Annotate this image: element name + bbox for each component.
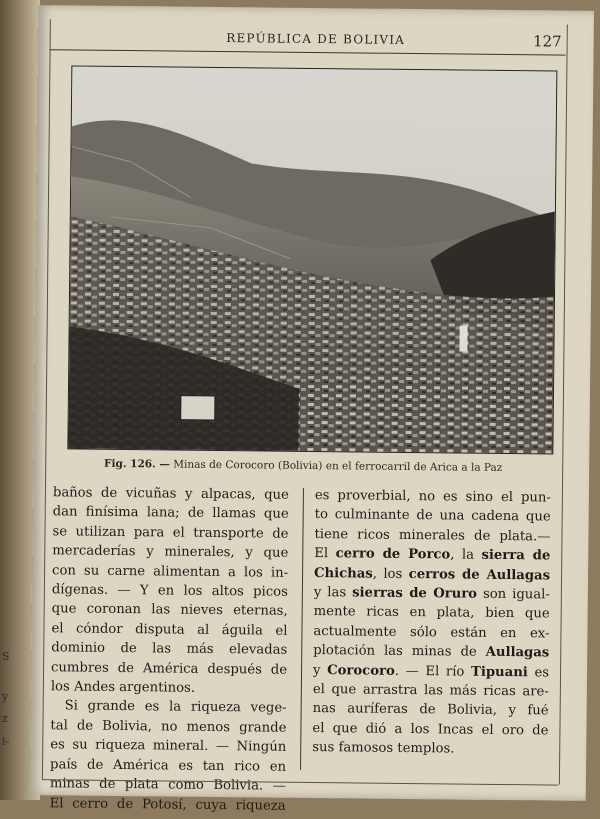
text-run: , la	[450, 547, 482, 563]
page-number: 127	[532, 32, 562, 51]
text-line: es proverbial, no es sino el pun-	[314, 488, 551, 506]
text-line: el que arrastra las más ricas are-	[312, 682, 549, 700]
text-run: plotación las minas de	[313, 643, 486, 661]
place-name: Aullagas	[485, 645, 550, 661]
margin-fragment: i-	[2, 735, 10, 748]
body-text	[49, 483, 553, 814]
text-line: tal de Bolivia, no menos grande	[50, 718, 287, 736]
place-name: sierra de	[481, 547, 551, 564]
text-line: el cóndor disputa al águila el	[51, 621, 288, 639]
text-run: y las	[313, 585, 353, 601]
text-line: mercaderías y minerales, y que	[52, 543, 289, 561]
text-line: se utilizan para el transporte de	[52, 524, 289, 542]
text-line: país de América es tan rico en	[49, 756, 287, 775]
text-run: y	[312, 662, 328, 678]
text-line: los Andes argentinos.	[50, 679, 196, 696]
text-run: El	[314, 546, 336, 562]
figure-label: Fig. 126. —	[104, 457, 170, 471]
margin-fragment: y	[2, 690, 9, 703]
place-name: cerro de Porco	[335, 546, 451, 563]
text-line: El cerro de Potosí, cuya riqueza	[49, 795, 286, 814]
place-name: cerros de Aullagas	[408, 566, 551, 584]
right-column	[312, 486, 551, 760]
text-line: baños de vicuñas y alpacas, que	[52, 485, 289, 503]
place-name: sierras de Oruro	[352, 585, 478, 602]
margin-fragment: z	[2, 712, 8, 725]
text-line: mente ricas en plata, bien que	[313, 604, 550, 622]
text-line	[314, 583, 550, 605]
figure-caption-text: Minas de Corocoro (Bolivia) en el ferrocarril de Arica a la Paz	[173, 458, 503, 474]
text-line: nas auríferas de Bolivia, y fué	[312, 701, 549, 719]
text-line: con su carne alimentan a los in-	[52, 562, 289, 581]
margin-fragment: S	[2, 650, 10, 663]
place-name: Corocoro	[327, 662, 395, 679]
text-line	[314, 544, 550, 566]
place-name: Tipuani	[470, 664, 528, 680]
text-line	[314, 564, 550, 586]
text-line: to culminante de una cadena que	[314, 507, 551, 525]
text-run: . — El río	[394, 663, 472, 680]
text-line	[313, 641, 549, 663]
mine-town-photo	[67, 65, 557, 454]
book-page	[30, 5, 594, 814]
text-line: cumbres de América después de	[51, 659, 288, 678]
photo-landscape	[68, 66, 556, 453]
text-line: dominio de las más elevadas	[51, 640, 288, 658]
text-run: son igual-	[476, 586, 550, 603]
running-head: REPÚBLICA DE BOLIVIA	[226, 31, 406, 47]
text-line: dígenas. — Y en los altos picos	[51, 582, 288, 600]
text-line: el que dió a los Incas el oro de	[312, 720, 549, 739]
text-line	[313, 661, 549, 683]
text-line: que coronan las nieves eternas,	[51, 601, 288, 620]
text-run: , los	[372, 566, 409, 582]
text-line: minas de plata como Bolivia. —	[49, 776, 286, 794]
left-column	[50, 483, 289, 815]
text-line: Si grande es la riqueza vege-	[64, 698, 287, 717]
text-line: actualmente sólo están en ex-	[313, 623, 550, 642]
text-line: es su riqueza mineral. — Ningún	[50, 737, 287, 756]
place-name: Chichas	[314, 565, 373, 582]
text-run: es	[527, 664, 550, 681]
text-line: tiene ricos minerales de plata.—	[314, 526, 551, 545]
text-line: dan finísima lana; de llamas que	[52, 504, 289, 523]
text-line: sus famosos templos.	[312, 740, 455, 757]
column-divider	[300, 488, 304, 770]
